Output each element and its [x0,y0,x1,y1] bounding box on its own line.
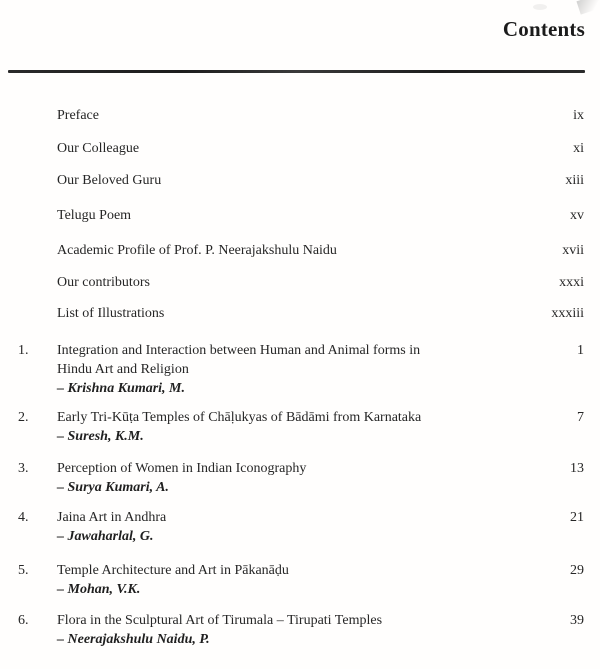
chapter-author: – Neerajakshulu Naidu, P. [57,632,210,647]
chapter-author: – Jawaharlal, G. [57,529,154,544]
chapter-page: 1 [577,343,584,358]
scan-smudge [533,4,547,10]
chapter-author: – Suresh, K.M. [57,429,144,444]
chapter-number: 5. [18,563,29,578]
chapter-title: Flora in the Sculptural Art of Tirumala – Tirupati Temples [57,613,383,628]
chapter-row [18,508,584,546]
chapter-title-line-2: Hindu Art and Religion [57,362,189,377]
toc-front-matter-row [57,304,584,323]
chapter-title: Perception of Women in Indian Iconography [57,461,307,476]
chapter-number: 3. [18,461,29,476]
chapter-row [18,459,584,497]
chapter-page: 21 [570,510,584,525]
chapter-title: Temple Architecture and Art in Pākanāḍu [57,563,289,578]
toc-entry-page: xv [570,208,584,223]
toc-entry-page: xiii [565,173,584,188]
chapter-row [18,611,584,649]
toc-entry-label: Our Colleague [57,141,140,156]
horizontal-divider [8,70,585,73]
toc-front-matter-row [57,171,584,190]
chapter-title: Early Tri-Kūṭa Temples of Chāḷukyas of Bādāmi from Karnataka [57,410,422,425]
toc-front-matter-row [57,273,584,292]
toc-entry-page: xvii [562,243,584,258]
toc-entry-page: ix [573,108,584,123]
chapter-title: Jaina Art in Andhra [57,510,167,525]
toc-entry-label: Telugu Poem [57,208,132,223]
toc-entry-label: Academic Profile of Prof. P. Neerajakshulu Naidu [57,243,337,258]
toc-entry-label: Our Beloved Guru [57,173,162,188]
chapter-row [18,561,584,599]
chapter-number: 4. [18,510,29,525]
chapter-number: 2. [18,410,29,425]
chapter-number: 6. [18,613,29,628]
toc-entry-page: xxxi [559,275,584,290]
scan-corner-smudge [576,0,600,15]
toc-entry-label: List of Illustrations [57,306,165,321]
chapter-page: 29 [570,563,584,578]
chapter-page: 39 [570,613,584,628]
chapter-row [18,341,584,398]
page-title: Contents [502,17,585,41]
chapter-page: 13 [570,461,584,476]
toc-front-matter-row [57,206,584,225]
toc-front-matter-row [57,241,584,260]
chapter-author: – Surya Kumari, A. [57,480,169,495]
toc-entry-page: xi [573,141,584,156]
toc-entry-label: Our contributors [57,275,150,290]
chapter-author: – Krishna Kumari, M. [57,381,185,396]
toc-entry-label: Preface [57,108,99,123]
chapter-number: 1. [18,343,29,358]
chapter-title: Integration and Interaction between Human and Animal forms in [57,343,421,358]
chapter-row [18,408,584,446]
chapter-page: 7 [577,410,584,425]
chapter-author: – Mohan, V.K. [57,582,141,597]
toc-entry-page: xxxiii [551,306,584,321]
toc-front-matter-row [57,139,584,158]
toc-front-matter-row [57,106,584,125]
